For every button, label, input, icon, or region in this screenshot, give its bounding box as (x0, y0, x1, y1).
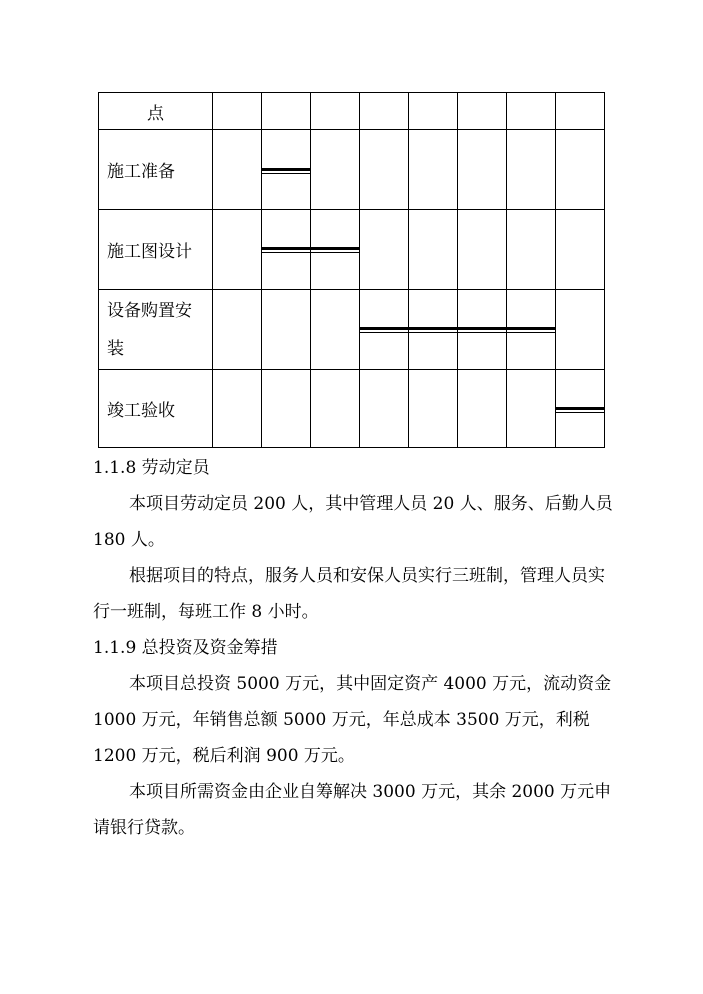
header-label-cell: 点 (99, 93, 213, 130)
row-label: 施工准备 (99, 130, 213, 210)
schedule-bar (262, 247, 310, 253)
schedule-bar (311, 247, 359, 253)
table-row (99, 130, 605, 210)
table-row (99, 210, 605, 290)
table-header-row (99, 93, 605, 130)
schedule-bar (262, 168, 310, 174)
table-row (99, 370, 605, 448)
row-label-line2: 装 (107, 338, 124, 359)
paragraph: 本项目劳动定员 200 人，其中管理人员 20 人、服务、后勤人员 180 人。 (93, 494, 613, 550)
table-row (99, 290, 605, 370)
schedule-bar (409, 327, 457, 333)
schedule-bar (507, 327, 555, 333)
row-label: 竣工验收 (99, 370, 213, 448)
document-body (93, 450, 615, 846)
row-label-line1: 设备购置安 (107, 300, 192, 321)
schedule-table (98, 92, 605, 448)
section-heading: 1.1.9 总投资及资金筹措 (93, 638, 278, 658)
row-label: 施工图设计 (99, 210, 213, 290)
row-label (99, 290, 213, 370)
section-heading: 1.1.8 劳动定员 (93, 458, 210, 478)
paragraph: 根据项目的特点，服务人员和安保人员实行三班制，管理人员实行一班制，每班工作 8 小时。 (93, 566, 605, 622)
paragraph: 本项目总投资 5000 万元，其中固定资产 4000 万元，流动资金 1000 万元，年销售总额 5000 万元，年总成本 3500 万元，利税 1200 万元，税后利润 900 万元。 (93, 674, 612, 766)
schedule-bar (360, 327, 408, 333)
schedule-bar (458, 327, 506, 333)
paragraph: 本项目所需资金由企业自筹解决 3000 万元，其余 2000 万元申请银行贷款。 (93, 782, 612, 838)
schedule-bar (556, 407, 604, 413)
